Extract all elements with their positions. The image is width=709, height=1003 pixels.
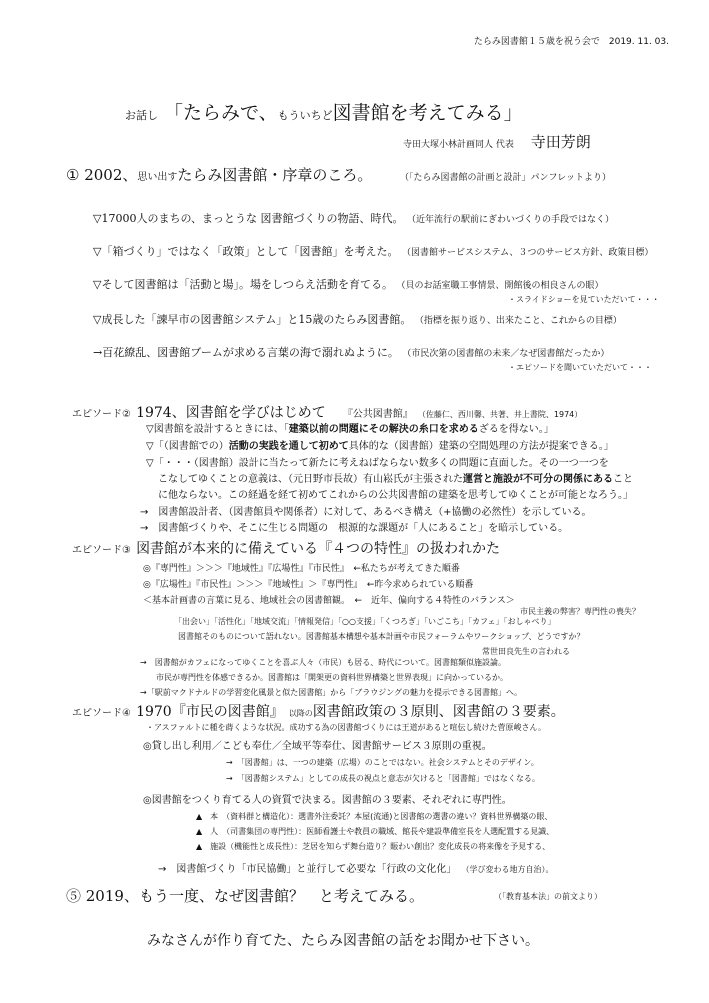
s1-item-note: （図書館サービスシステム、３つのサービス方針、政策目標） [401,248,654,258]
s1-item-1 [93,210,614,226]
episode-3-label: エピソード③ [72,545,131,556]
episode-2-title: 1974、図書館を学びはじめて [136,405,326,421]
episode-4-heading [72,701,565,721]
e4-element-3: ▲ 施設（機能性と成長性）：芝居を知らず舞台造り？賑わい創出？変化成長の将来像を予見する、 [196,842,551,851]
e3-arrow-1: → 図書館がカフェになってゆくことを喜ぶ人々（市民）も居る、時代について。図書館類似施設論。 [140,658,506,667]
e2-line-bold: 運営と施設が不可分の関係にある [463,474,613,485]
e4-final-line [158,857,553,876]
e4-intro: ・アスファルトに種を蒔くような状況。成功する為の図書館づくりには王道があると喧伝し続けた菅原峻さん。 [146,723,546,732]
e2-line-bold: 建築以前の問題にその解決の糸口を求める [288,424,479,435]
s1-item-5 [93,344,609,360]
e3-quote-2: 図書館そのものについて語れない。図書館基本構想や基本計画や市民フォーラムやワークショップ、どうですか？ [178,632,585,641]
episode-2-book: 『公共図書館』 [342,409,413,420]
section-5-heading: ⑤ 2019、もう一度、なぜ図書館？ と考えてみる。 [66,887,424,905]
e4-final-note: （学び変わる地方自治）。 [461,865,554,874]
section-1-heading-small: 思い出す [137,172,178,183]
page-title [125,98,523,125]
episode-2-heading [72,402,582,422]
s1-item-text: ▽「箱づくり」ではなく「政策」として「図書館」を考えた。 [93,245,399,258]
e2-line-text: ▽「・・・（図書館）設計に当たって新たに考えねばならない数多くの問題に直面した。その一つ一つを [146,458,609,469]
e2-line-text: ▽図書館を設計するときには、「 [146,424,289,435]
s1-sub-note-2: ・エピソードを聞いていただいて・・・ [508,363,652,372]
title-main-3: 図書館を考えてみる」 [332,102,523,124]
e2-line-text: こと [613,474,633,485]
e2-line-5 [158,486,633,501]
e2-line-text: ざるを得ない。」 [478,424,554,435]
episode-2-label: エピソード② [72,409,131,420]
s1-item-text: ▽そして図書館は「活動と場」。場をしつらえ活動を育てる。 [93,278,393,291]
e2-arrow-2: → 図書館づくりや、そこに生じる問題の 根源的な課題が「人にあること」を暗示している。 [140,523,569,534]
episode-3-heading [72,538,500,558]
e4-line-1: ◎貸し出し利用／こども奉仕／全域平等奉仕、図書館サービス３原則の重視。 [143,741,492,752]
s1-item-note: （貝のお話室職工事情景、開館後の相良さんの眼） [396,281,604,291]
e3-side-note: 市民主義の弊害？専門性の喪失？ [520,607,640,616]
e2-line-bold: 活動の実践を通して初めて [228,441,349,452]
author-line [403,131,591,152]
s1-item-2 [93,243,653,259]
closing-line: みなさんが作り育てた、たらみ図書館の話をお聞かせ下さい。 [147,933,539,949]
episode-3-title: 図書館が本来的に備えている『４つの特性』の扱われかた [136,541,501,557]
section-1-heading [66,164,372,185]
e3-quote: 「出会い」「活性化」「地域交流」「情報発信」「○○支援」「くつろぎ」「いごこち」「カフェ」「おしゃべり」 [174,617,556,626]
e2-line-3 [146,454,609,469]
e3-line-1: ◎『専門性』＞＞＞『地域性』『広場性』『市民性』 ←私たちが考えてきた順番 [143,564,460,574]
header-date: たらみ図書館１５歳を祝う会で 2019. 11. 03. [473,37,669,47]
episode-2-ref: （佐藤仁、西川馨、共著、井上書院、1974） [417,410,583,419]
e4-element-1: ▲ 本 （資料群と構造化）：選書外注委託？本屋(流通)と図書館の選書の違い？資料世界構築の眼、 [196,812,553,821]
e4-line-2: ◎図書館をつくり育てる人の資質で決まる。図書館の３要素、それぞれに専門性。 [143,795,512,806]
e2-line-2 [146,437,614,452]
title-main-2: もういちど [277,109,333,122]
e3-line-3: ＜基本計画書の言葉に見る、地域社会の図書館観。 ← 近年、偏向する４特性のバランス＞ [143,596,515,606]
e2-line-4 [158,470,633,485]
s1-item-4 [93,311,622,327]
title-main-1: 「たらみで、 [164,102,278,124]
e2-line-text: こなしてゆくことの意義は、（元日野市長故）有山崧氏が主張された [158,474,463,485]
e3-side-note-2: 常世田良先生の言われる [482,647,570,656]
episode-4-title-2: 図書館政策の３原則、図書館の３要素。 [312,704,565,720]
e3-arrow-3: →「駅前マクドナルドの学習変化風景と似た図書館」から「ブラウジングの魅力を提示できる図書館」へ。 [140,688,522,697]
e2-line-text: に他ならない。この経過を経て初めてこれからの公共図書館の建築を思考してゆくことが可能となろう。」 [158,490,633,501]
s1-item-3 [93,276,603,292]
s1-item-text: →百花繚乱、図書館ブームが求める言葉の海で溺れぬように。 [93,346,399,359]
section-1-source: （「たらみ図書館の計画と設計」パンフレットより） [400,173,612,183]
episode-4-title-small: 以降の [288,709,313,718]
e4-arrow-1: → 「図書館」は、一つの建築（広場）のことではない。社会システムとそのデザイン。 [226,758,539,767]
s1-item-note: （近年流行の駅前にぎわいづくりの手段ではなく） [407,215,615,225]
s1-item-text: ▽17000人のまちの、まっとうな 図書館づくりの物語、時代。 [93,212,404,225]
e4-final-arrow: → 図書館づくり「市民協働」と並行して必要な「行政の文化化」 [158,864,457,875]
e2-arrow-1: → 図書館設計者、（図書館員や関係者）に対して、あるべき構え（+協働の必然性）を示している。 [140,507,592,518]
s1-item-text: ▽成長した「諫早市の図書館システム」と15歳のたらみ図書館。 [93,313,412,326]
author-org: 寺田大塚小林計画同人 代表 [403,140,514,150]
s1-item-note: （市民次第の図書館の未来／なぜ図書館だったか） [402,349,610,359]
author-name: 寺田芳朗 [530,133,591,151]
e4-element-2: ▲ 人 （司書集団の専門性）：医師看護士や教員の職域、館長や建設準備室長を人選配置する見識、 [196,827,555,836]
s1-item-note: （指標を振り返り、出来たこと、これからの目標） [414,316,622,326]
e3-arrow-2: 市民が専門性を体感できるか。図書館は「開架更の資料世界構築と世界表現」に向かっているか。 [140,673,508,682]
section-1-heading-rest: たらみ図書館・序章のころ。 [177,166,373,184]
section-5-note: （「教育基本法」の前文より） [494,892,602,901]
episode-4-label: エピソード④ [72,708,131,719]
e4-arrow-2: → 「図書館システム」としての成長の視点と意志が欠けると「図書館」ではなくなる。 [226,774,540,783]
e2-line-text: 具体的な（図書館）建築の空間処理の方法が提案できる。」 [348,441,614,452]
e2-line-1 [146,420,554,435]
title-prefix: お話し [125,109,158,122]
e2-line-text: ▽「（図書館での） [146,441,229,452]
episode-4-title-1: 1970『市民の図書館』 [136,704,284,720]
s1-sub-note-1: ・スライドショーを見ていただいて・・・ [508,295,660,304]
e3-line-2: ◎『広場性』『市民性』＞＞＞『地域性』＞『専門性』 ←昨今求められている順番 [143,580,474,590]
section-1-heading-year: ① 2002、 [66,166,138,184]
